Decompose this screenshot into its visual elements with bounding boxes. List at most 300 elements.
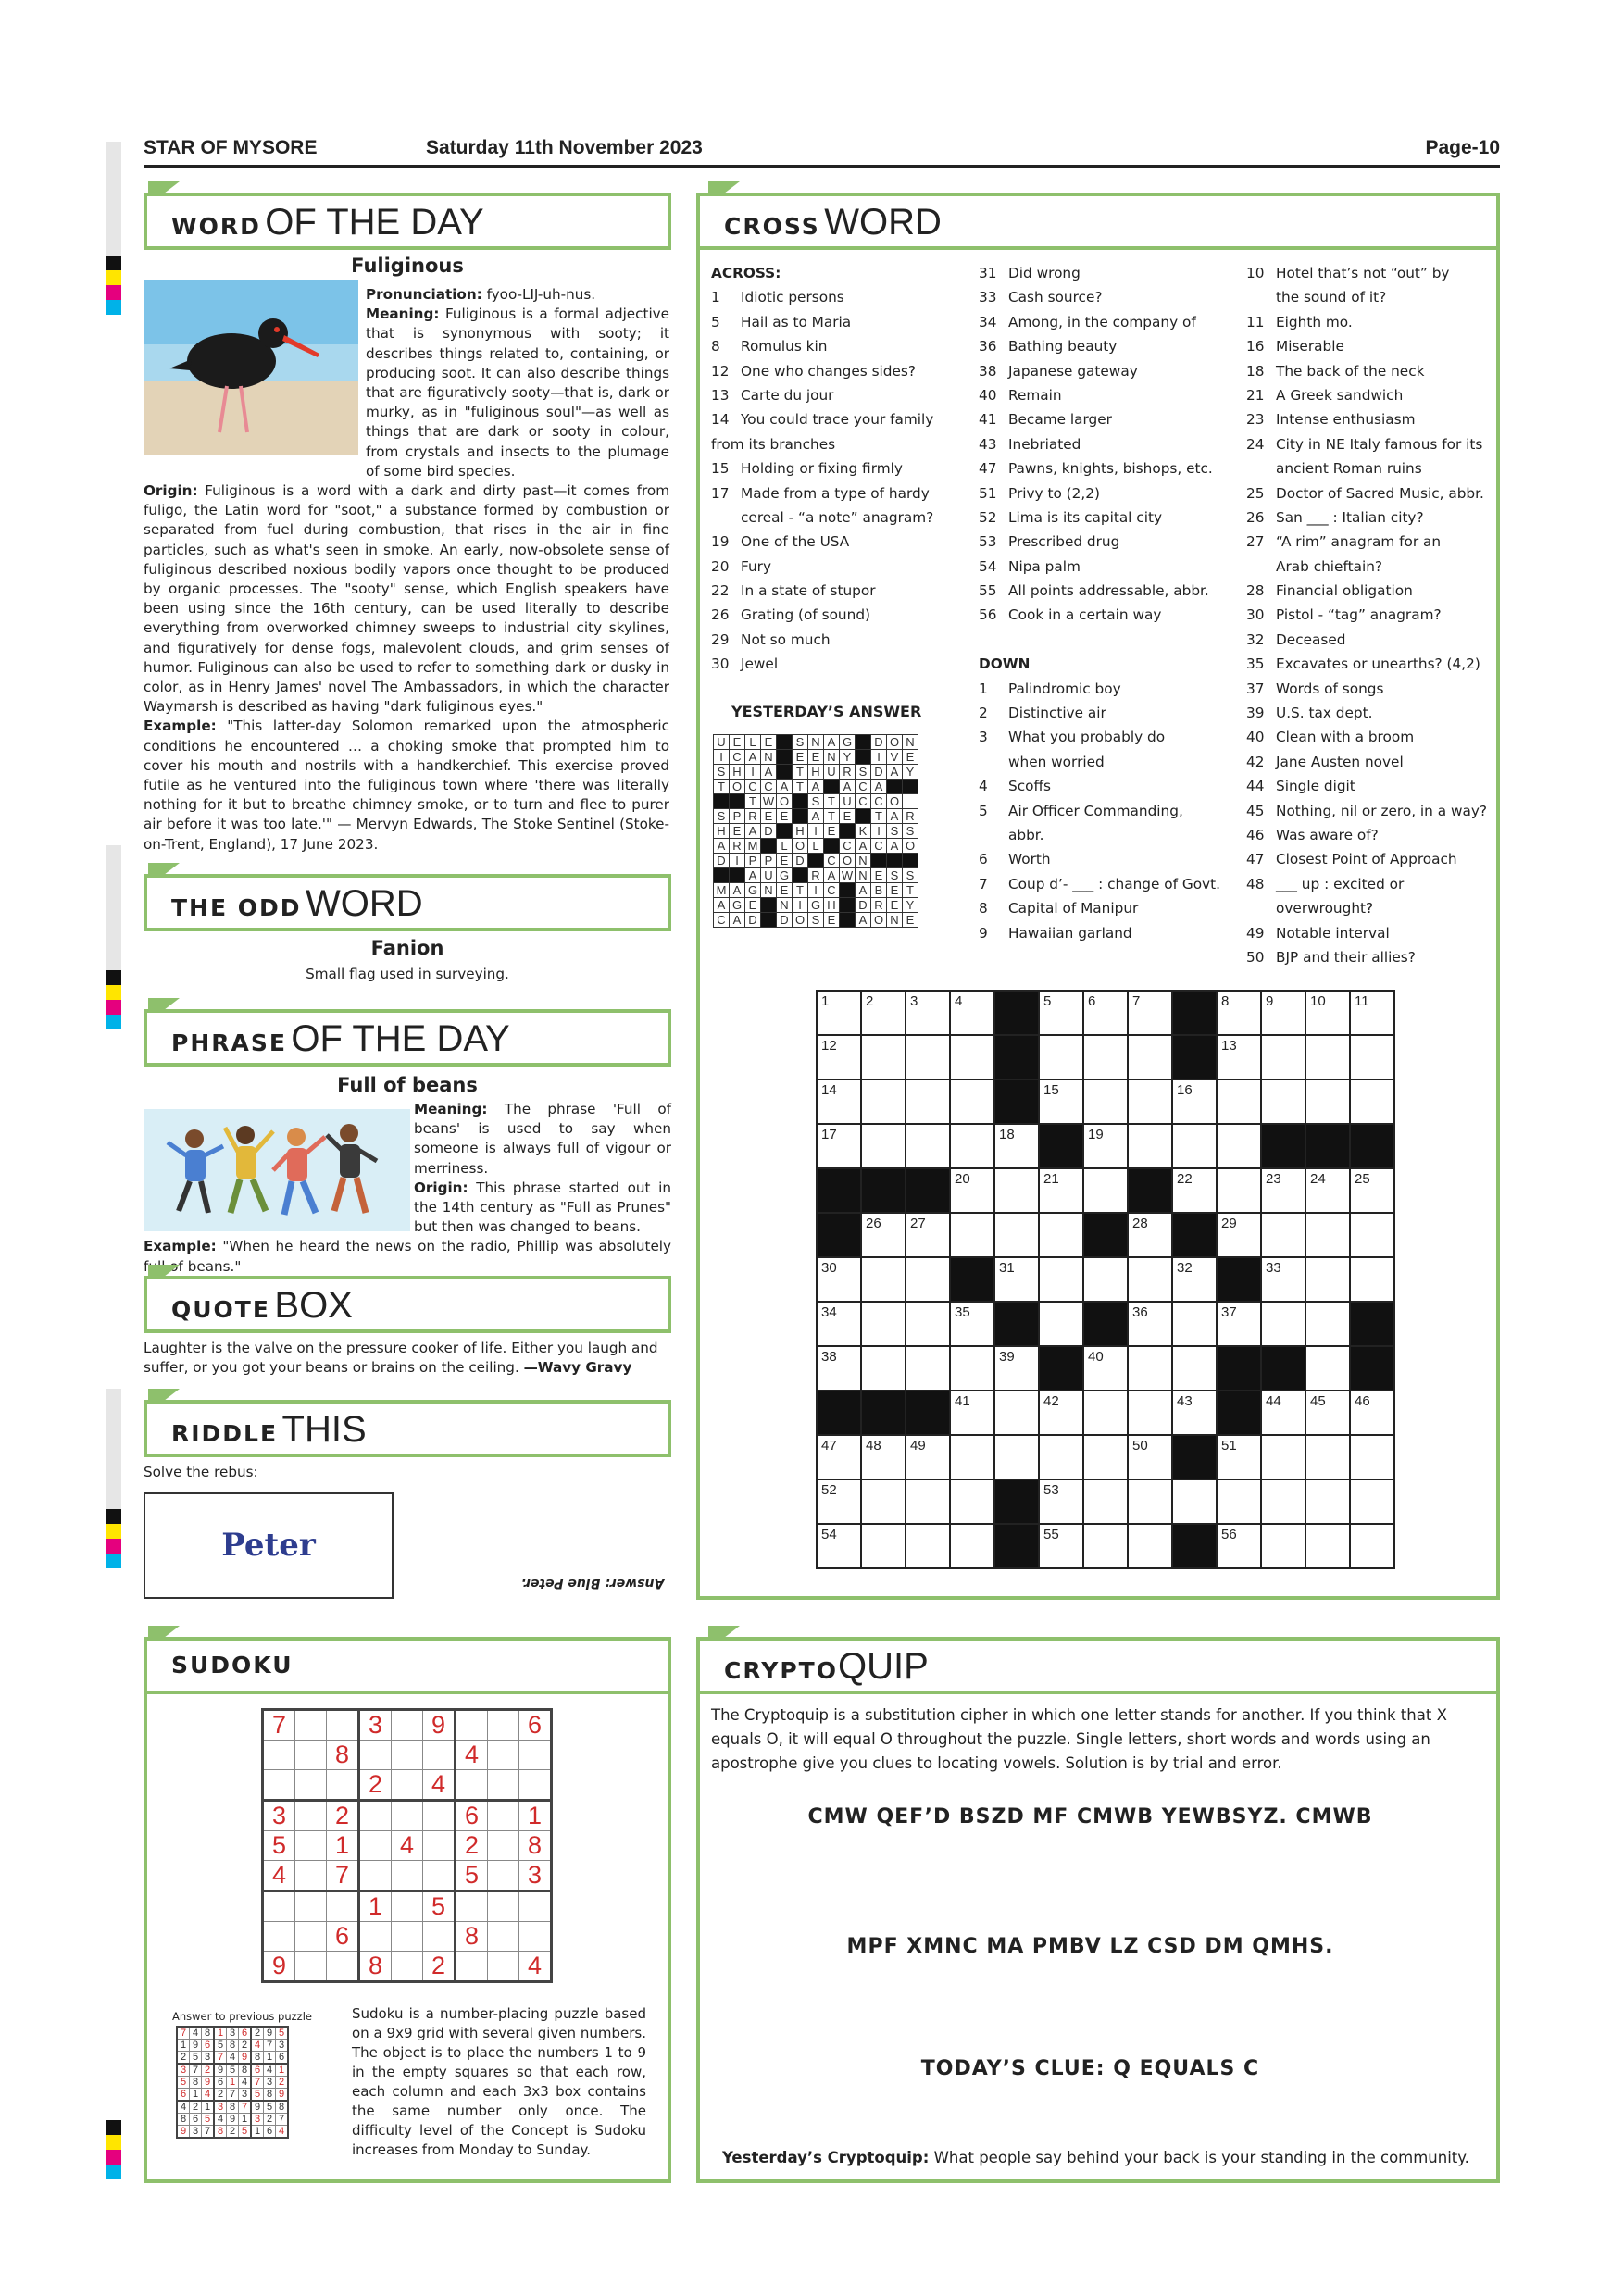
sudoku-cell[interactable] bbox=[456, 1891, 488, 1922]
answer-cell: S bbox=[856, 765, 871, 780]
crossword-cell[interactable] bbox=[861, 1346, 906, 1391]
meaning-label: Meaning: bbox=[414, 1101, 488, 1117]
phrase-title bbox=[144, 1009, 671, 1067]
sudoku-cell[interactable] bbox=[392, 1741, 423, 1770]
answer-cell: M bbox=[745, 839, 761, 854]
clue-number: 26 bbox=[711, 606, 730, 624]
registration-black bbox=[106, 2120, 121, 2135]
crossword-cell[interactable] bbox=[994, 1213, 1039, 1257]
clue-number: 20 bbox=[711, 557, 730, 575]
crossword-cell[interactable] bbox=[906, 1035, 950, 1079]
sudoku-cell[interactable] bbox=[488, 1861, 519, 1891]
crossword-cell[interactable] bbox=[906, 1213, 950, 1257]
crossword-cell[interactable] bbox=[1217, 1079, 1261, 1124]
crossword-cell[interactable] bbox=[1128, 1524, 1172, 1568]
sudoku-cell[interactable] bbox=[392, 1952, 423, 1982]
sudoku-cell: 4 bbox=[263, 1861, 295, 1891]
word-of-day-body bbox=[144, 285, 669, 855]
crossword-cell[interactable] bbox=[1083, 1257, 1128, 1302]
cell-number: 46 bbox=[1355, 1393, 1370, 1409]
cell-number: 9 bbox=[1266, 993, 1274, 1009]
sudoku-cell[interactable] bbox=[423, 1922, 456, 1952]
crossword-cell[interactable] bbox=[1350, 1168, 1394, 1213]
clue bbox=[711, 628, 954, 652]
crossword-cell[interactable] bbox=[861, 1213, 906, 1257]
sudoku-cell[interactable] bbox=[423, 1861, 456, 1891]
sudoku-cell[interactable] bbox=[295, 1710, 327, 1741]
prev-sudoku-cell: 1 bbox=[276, 2064, 289, 2077]
sudoku-cell[interactable] bbox=[359, 1861, 392, 1891]
sudoku-cell[interactable] bbox=[295, 1831, 327, 1861]
sudoku-cell[interactable] bbox=[488, 1741, 519, 1770]
crossword-cell[interactable] bbox=[817, 1435, 861, 1479]
prev-sudoku-cell: 4 bbox=[251, 2040, 264, 2052]
crossword-cell[interactable] bbox=[994, 1124, 1039, 1168]
prev-sudoku-cell: 4 bbox=[202, 2089, 215, 2102]
crossword-cell[interactable] bbox=[1350, 1435, 1394, 1479]
prev-sudoku-cell: 1 bbox=[214, 2027, 227, 2040]
crossword-cell[interactable] bbox=[1217, 991, 1261, 1035]
crossword-cell[interactable] bbox=[817, 1302, 861, 1346]
crossword-cell[interactable] bbox=[1039, 1479, 1083, 1524]
clue bbox=[979, 310, 1238, 334]
crossword-cell[interactable] bbox=[1083, 1346, 1128, 1391]
crossword-cell[interactable] bbox=[861, 1124, 906, 1168]
crossword-cell[interactable] bbox=[1172, 1124, 1217, 1168]
crossword-cell[interactable] bbox=[1128, 991, 1172, 1035]
crossword-cell[interactable] bbox=[1305, 1213, 1350, 1257]
prev-sudoku-cell: 3 bbox=[227, 2027, 239, 2040]
black-square bbox=[903, 854, 918, 868]
crossword-cell[interactable] bbox=[1128, 1435, 1172, 1479]
answer-cell: S bbox=[808, 794, 824, 809]
sudoku-cell[interactable] bbox=[423, 1801, 456, 1831]
crossword-cell[interactable] bbox=[1039, 1257, 1083, 1302]
cell-number: 15 bbox=[1043, 1082, 1059, 1098]
answer-cell: T bbox=[824, 809, 840, 824]
crossword-cell[interactable] bbox=[994, 1435, 1039, 1479]
sudoku-cell[interactable] bbox=[327, 1710, 359, 1741]
answer-cell: R bbox=[745, 809, 761, 824]
sudoku-cell[interactable] bbox=[488, 1801, 519, 1831]
clue-text: Words of songs bbox=[1276, 680, 1384, 697]
clue-text: San ___ : Italian city? bbox=[1276, 508, 1424, 526]
crossword-cell[interactable] bbox=[1128, 1257, 1172, 1302]
black-square bbox=[761, 898, 777, 913]
prev-sudoku-cell: 4 bbox=[276, 2126, 289, 2139]
crossword-cell[interactable] bbox=[817, 1079, 861, 1124]
cell-number: 40 bbox=[1088, 1349, 1104, 1365]
crossword-cell[interactable] bbox=[1305, 1302, 1350, 1346]
sudoku-cell[interactable] bbox=[295, 1922, 327, 1952]
crossword-cell[interactable] bbox=[994, 1257, 1039, 1302]
crossword-cell[interactable] bbox=[1128, 1302, 1172, 1346]
sudoku-cell[interactable] bbox=[327, 1770, 359, 1801]
crossword-cell[interactable] bbox=[1305, 991, 1350, 1035]
sudoku-cell[interactable] bbox=[263, 1741, 295, 1770]
crossword-cell[interactable] bbox=[1305, 1479, 1350, 1524]
sudoku-cell[interactable] bbox=[423, 1831, 456, 1861]
crossword-cell[interactable] bbox=[1172, 1479, 1217, 1524]
crossword-cell[interactable] bbox=[1305, 1168, 1350, 1213]
sudoku-cell[interactable] bbox=[327, 1891, 359, 1922]
sudoku-cell[interactable] bbox=[488, 1922, 519, 1952]
registration-magenta bbox=[106, 1539, 121, 1554]
yesterday-answer-label: YESTERDAY’S ANSWER bbox=[731, 703, 922, 720]
answer-cell: R bbox=[730, 839, 745, 854]
cell-number: 48 bbox=[866, 1438, 881, 1454]
crossword-cell[interactable] bbox=[1261, 1435, 1305, 1479]
clue-text: The back of the neck bbox=[1276, 362, 1425, 380]
sudoku-cell[interactable] bbox=[359, 1741, 392, 1770]
crossword-cell[interactable] bbox=[950, 1035, 994, 1079]
clue-number: 34 bbox=[979, 313, 997, 331]
crossword-cell[interactable] bbox=[817, 1479, 861, 1524]
crossword-cell[interactable] bbox=[1128, 1035, 1172, 1079]
crossword-cell[interactable] bbox=[1350, 1079, 1394, 1124]
crossword-cell[interactable] bbox=[950, 1391, 994, 1435]
sudoku-cell[interactable] bbox=[359, 1922, 392, 1952]
sudoku-cell[interactable] bbox=[263, 1922, 295, 1952]
crossword-cell[interactable] bbox=[1128, 1124, 1172, 1168]
crossword-cell[interactable] bbox=[1305, 1524, 1350, 1568]
crossword-cell[interactable] bbox=[817, 1257, 861, 1302]
clue-text: overwrought? bbox=[1276, 900, 1374, 917]
crossword-cell[interactable] bbox=[861, 1524, 906, 1568]
crossword-cell[interactable] bbox=[861, 1435, 906, 1479]
sudoku-cell: 8 bbox=[519, 1831, 552, 1861]
sudoku-cell[interactable] bbox=[519, 1922, 552, 1952]
answer-cell: E bbox=[745, 898, 761, 913]
sudoku-cell[interactable] bbox=[488, 1891, 519, 1922]
clue-text: In a state of stupor bbox=[741, 582, 876, 600]
crossword-cell[interactable] bbox=[1039, 1524, 1083, 1568]
black-square bbox=[1217, 1257, 1261, 1302]
sudoku-cell[interactable] bbox=[295, 1741, 327, 1770]
crossword-cell[interactable] bbox=[1217, 1124, 1261, 1168]
crossword-cell[interactable] bbox=[1039, 1213, 1083, 1257]
sudoku-cell[interactable] bbox=[295, 1952, 327, 1982]
crossword-cell[interactable] bbox=[1083, 1479, 1128, 1524]
crossword-cell[interactable] bbox=[1128, 1079, 1172, 1124]
black-square bbox=[861, 1391, 906, 1435]
black-square bbox=[887, 854, 903, 868]
sudoku-cell: 1 bbox=[359, 1891, 392, 1922]
clue-text: Eighth mo. bbox=[1276, 313, 1353, 331]
crossword-cell[interactable] bbox=[906, 1302, 950, 1346]
crossword-cell[interactable] bbox=[1039, 1302, 1083, 1346]
crossword-cell[interactable] bbox=[1350, 991, 1394, 1035]
crossword-cell[interactable] bbox=[1083, 1391, 1128, 1435]
crossword-cell[interactable] bbox=[994, 1168, 1039, 1213]
clue-text: Became larger bbox=[1008, 411, 1112, 429]
crossword-cell[interactable] bbox=[1261, 1257, 1305, 1302]
crossword-cell[interactable] bbox=[950, 1479, 994, 1524]
crossword-cell[interactable] bbox=[1039, 1168, 1083, 1213]
crossword-cell[interactable] bbox=[1350, 1035, 1394, 1079]
black-square bbox=[714, 868, 730, 883]
crossword-cell[interactable] bbox=[1350, 1479, 1394, 1524]
sudoku-grid bbox=[261, 1708, 553, 1983]
answer-cell: W bbox=[761, 794, 777, 809]
sudoku-cell[interactable] bbox=[392, 1710, 423, 1741]
clue-number: 41 bbox=[979, 411, 997, 429]
crossword-cell[interactable] bbox=[1305, 1435, 1350, 1479]
crossword-cell[interactable] bbox=[950, 1435, 994, 1479]
prev-sudoku-cell: 3 bbox=[190, 2126, 202, 2139]
crossword-cell[interactable] bbox=[1350, 1213, 1394, 1257]
sudoku-cell[interactable] bbox=[519, 1891, 552, 1922]
crossword-cell[interactable] bbox=[1039, 1391, 1083, 1435]
crossword-cell[interactable] bbox=[817, 991, 861, 1035]
crossword-cell[interactable] bbox=[906, 1346, 950, 1391]
riddle-title bbox=[144, 1400, 671, 1457]
sudoku-cell[interactable] bbox=[263, 1891, 295, 1922]
clue-text: Prescribed drug bbox=[1008, 533, 1120, 551]
crossword-cell[interactable] bbox=[1172, 1346, 1217, 1391]
crossword-cell[interactable] bbox=[950, 1524, 994, 1568]
crossword-cell[interactable] bbox=[906, 1124, 950, 1168]
cell-number: 32 bbox=[1177, 1260, 1193, 1276]
crossword-cell[interactable] bbox=[950, 991, 994, 1035]
sudoku-description: Sudoku is a number-placing puzzle based on a 9x9 grid with several given numbers. The object is to place the numbers 1 to 9 in the empty squares so that each row, each column and each 3x3 box contains the same number only once. The difficulty level of the Concept is Sudoku increases from Monday to Sunday. bbox=[352, 2005, 646, 2158]
sudoku-cell[interactable] bbox=[295, 1770, 327, 1801]
sudoku-cell[interactable] bbox=[488, 1952, 519, 1982]
sudoku-cell[interactable] bbox=[392, 1891, 423, 1922]
prev-sudoku-cell: 8 bbox=[227, 2040, 239, 2052]
crossword-cell[interactable] bbox=[1305, 1035, 1350, 1079]
cell-number: 54 bbox=[821, 1527, 837, 1542]
black-square bbox=[793, 868, 808, 883]
answer-cell: L bbox=[745, 735, 761, 750]
crossword-cell[interactable] bbox=[1305, 1079, 1350, 1124]
clue-number: 35 bbox=[1246, 655, 1265, 673]
crossword-cell[interactable] bbox=[1217, 1302, 1261, 1346]
crossword-cell[interactable] bbox=[1217, 1435, 1261, 1479]
crossword-cell[interactable] bbox=[817, 1524, 861, 1568]
clue-number: 17 bbox=[711, 484, 730, 502]
crossword-cell[interactable] bbox=[1083, 1435, 1128, 1479]
crossword-cell[interactable] bbox=[1039, 1079, 1083, 1124]
clue bbox=[979, 555, 1238, 579]
crossword-cell[interactable] bbox=[994, 1391, 1039, 1435]
sudoku-cell: 2 bbox=[423, 1952, 456, 1982]
crossword-cell[interactable] bbox=[950, 1124, 994, 1168]
crossword-cell[interactable] bbox=[906, 991, 950, 1035]
sudoku-cell[interactable] bbox=[392, 1922, 423, 1952]
crossword-cell[interactable] bbox=[1350, 1391, 1394, 1435]
crossword-cell[interactable] bbox=[1217, 1213, 1261, 1257]
prev-sudoku-cell: 4 bbox=[190, 2027, 202, 2040]
answer-cell: E bbox=[730, 824, 745, 839]
clue bbox=[711, 555, 954, 579]
crossword-cell[interactable] bbox=[1261, 1391, 1305, 1435]
crossword-cell[interactable] bbox=[950, 1302, 994, 1346]
sudoku-cell: 9 bbox=[263, 1952, 295, 1982]
crossword-cell[interactable] bbox=[1172, 1079, 1217, 1124]
clue-number: 28 bbox=[1246, 582, 1265, 600]
clue-number: 19 bbox=[711, 533, 730, 551]
crossword-cell[interactable] bbox=[1261, 1479, 1305, 1524]
title-big: THIS bbox=[281, 1409, 367, 1450]
issue-date: Saturday 11th November 2023 bbox=[426, 137, 703, 158]
crossword-cell[interactable] bbox=[1039, 1035, 1083, 1079]
crossword-cell[interactable] bbox=[1083, 1079, 1128, 1124]
sudoku-cell[interactable] bbox=[488, 1831, 519, 1861]
crossword-cell[interactable] bbox=[1083, 1124, 1128, 1168]
black-square bbox=[840, 913, 856, 928]
crossword-cell[interactable] bbox=[1128, 1479, 1172, 1524]
crossword-cell[interactable] bbox=[906, 1079, 950, 1124]
meaning: The phrase 'Full of beans' is used to say when someone is always full of vigour or merriness. bbox=[414, 1101, 671, 1177]
sudoku-cell[interactable] bbox=[456, 1710, 488, 1741]
crossword-cell[interactable] bbox=[1261, 1302, 1305, 1346]
sudoku-cell[interactable] bbox=[488, 1770, 519, 1801]
clue-text: Hail as to Maria bbox=[741, 313, 852, 331]
clue-number: 13 bbox=[711, 386, 730, 404]
quote-author: —Wavy Gravy bbox=[523, 1359, 632, 1377]
crossword-cell[interactable] bbox=[1172, 1168, 1217, 1213]
clue-text: from its branches bbox=[711, 435, 836, 453]
crossword-cell[interactable] bbox=[817, 1035, 861, 1079]
crossword-cell[interactable] bbox=[1217, 1035, 1261, 1079]
answer-cell: U bbox=[824, 765, 840, 780]
crossword-cell[interactable] bbox=[1261, 1035, 1305, 1079]
clue bbox=[711, 505, 954, 530]
prev-sudoku-cell: 9 bbox=[190, 2040, 202, 2052]
crossword-cell[interactable] bbox=[1261, 1524, 1305, 1568]
sudoku-cell[interactable] bbox=[488, 1710, 519, 1741]
sudoku-cell[interactable] bbox=[519, 1741, 552, 1770]
sudoku-cell[interactable] bbox=[456, 1952, 488, 1982]
crossword-cell[interactable] bbox=[906, 1524, 950, 1568]
crossword-cell[interactable] bbox=[1217, 1479, 1261, 1524]
black-square bbox=[840, 824, 856, 839]
sudoku-cell[interactable] bbox=[359, 1831, 392, 1861]
answer-cell: V bbox=[887, 750, 903, 765]
prev-sudoku-cell: 2 bbox=[190, 2101, 202, 2114]
sudoku-cell[interactable] bbox=[263, 1770, 295, 1801]
crossword-cell[interactable] bbox=[1083, 991, 1128, 1035]
crossword-cell[interactable] bbox=[1305, 1346, 1350, 1391]
cell-number: 26 bbox=[866, 1216, 881, 1231]
crossword-cell[interactable] bbox=[1261, 1079, 1305, 1124]
clue-number: 43 bbox=[979, 435, 997, 453]
clue-text: cereal - “a note” anagram? bbox=[741, 508, 934, 526]
clue-number: 12 bbox=[711, 362, 730, 380]
crossword-cell[interactable] bbox=[1261, 991, 1305, 1035]
crossword-cell[interactable] bbox=[861, 991, 906, 1035]
sudoku-cell[interactable] bbox=[423, 1741, 456, 1770]
prev-sudoku-cell: 8 bbox=[227, 2101, 239, 2114]
crossword-cell[interactable] bbox=[1083, 1035, 1128, 1079]
crossword-cell[interactable] bbox=[1305, 1391, 1350, 1435]
answer-cell: R bbox=[808, 868, 824, 883]
crossword-cell[interactable] bbox=[861, 1035, 906, 1079]
crossword-cell[interactable] bbox=[1172, 1302, 1217, 1346]
prev-sudoku-cell: 2 bbox=[227, 2126, 239, 2139]
registration-black bbox=[106, 1509, 121, 1524]
answer-cell: B bbox=[871, 883, 887, 898]
crossword-cell[interactable] bbox=[861, 1257, 906, 1302]
answer-cell: C bbox=[871, 839, 887, 854]
crossword-cell[interactable] bbox=[1261, 1213, 1305, 1257]
crossword-cell[interactable] bbox=[1350, 1257, 1394, 1302]
prev-sudoku-cell: 3 bbox=[276, 2040, 289, 2052]
sudoku-cell[interactable] bbox=[359, 1801, 392, 1831]
answer-cell: A bbox=[808, 809, 824, 824]
answer-cell: O bbox=[793, 913, 808, 928]
crossword-cell[interactable] bbox=[1172, 1391, 1217, 1435]
crossword-cell[interactable] bbox=[1128, 1346, 1172, 1391]
crossword-cell[interactable] bbox=[861, 1479, 906, 1524]
crossword-cell[interactable] bbox=[1172, 1257, 1217, 1302]
crossword-cell[interactable] bbox=[1039, 991, 1083, 1035]
clue-text: Idiotic persons bbox=[741, 289, 844, 306]
crossword-cell[interactable] bbox=[1217, 1524, 1261, 1568]
page-header bbox=[144, 137, 1500, 163]
crossword-cell[interactable] bbox=[1261, 1168, 1305, 1213]
sudoku-cell[interactable] bbox=[295, 1801, 327, 1831]
crossword-cell[interactable] bbox=[906, 1479, 950, 1524]
clue-text: Doctor of Sacred Music, abbr. bbox=[1276, 484, 1484, 502]
crossword-cell[interactable] bbox=[1083, 1524, 1128, 1568]
registration-yellow bbox=[106, 270, 121, 285]
crossword-cell[interactable] bbox=[861, 1079, 906, 1124]
crossword-cell[interactable] bbox=[1350, 1524, 1394, 1568]
crossword-cell[interactable] bbox=[1128, 1391, 1172, 1435]
clue-text: Carte du jour bbox=[741, 386, 834, 404]
crossword-cell[interactable] bbox=[950, 1346, 994, 1391]
clue-number: 54 bbox=[979, 557, 997, 575]
sudoku-cell[interactable] bbox=[392, 1801, 423, 1831]
sudoku-cell[interactable] bbox=[519, 1770, 552, 1801]
clue-number: 16 bbox=[1246, 338, 1265, 356]
sudoku-cell[interactable] bbox=[295, 1861, 327, 1891]
sudoku-cell[interactable] bbox=[327, 1952, 359, 1982]
answer-cell: H bbox=[714, 824, 730, 839]
answer-cell: T bbox=[793, 765, 808, 780]
crossword-cell[interactable] bbox=[950, 1079, 994, 1124]
cell-number: 52 bbox=[821, 1482, 837, 1498]
crossword-cell[interactable] bbox=[1305, 1257, 1350, 1302]
crossword-cell[interactable] bbox=[950, 1213, 994, 1257]
clue-number: 24 bbox=[1246, 435, 1265, 453]
answer-cell: A bbox=[730, 913, 745, 928]
title-big: WORD bbox=[305, 883, 423, 924]
registration-magenta bbox=[106, 1000, 121, 1015]
sudoku-cell[interactable] bbox=[295, 1891, 327, 1922]
crossword-cell[interactable] bbox=[861, 1302, 906, 1346]
crossword-cell[interactable] bbox=[817, 1346, 861, 1391]
crossword-cell[interactable] bbox=[1039, 1435, 1083, 1479]
crossword-cell[interactable] bbox=[1128, 1213, 1172, 1257]
clue bbox=[711, 579, 954, 603]
crossword-cell[interactable] bbox=[906, 1257, 950, 1302]
prev-sudoku-cell: 4 bbox=[264, 2064, 276, 2077]
sudoku-cell[interactable] bbox=[392, 1770, 423, 1801]
crossword-cell[interactable] bbox=[817, 1124, 861, 1168]
prev-sudoku-cell: 7 bbox=[251, 2077, 264, 2089]
crossword-cell[interactable] bbox=[1217, 1168, 1261, 1213]
prev-sudoku-cell: 3 bbox=[264, 2077, 276, 2089]
crossword-cell[interactable] bbox=[950, 1168, 994, 1213]
crossword-cell[interactable] bbox=[1083, 1168, 1128, 1213]
sudoku-cell[interactable] bbox=[392, 1861, 423, 1891]
crossword-cell[interactable] bbox=[994, 1346, 1039, 1391]
sudoku-cell[interactable] bbox=[456, 1770, 488, 1801]
crossword-cell[interactable] bbox=[906, 1435, 950, 1479]
